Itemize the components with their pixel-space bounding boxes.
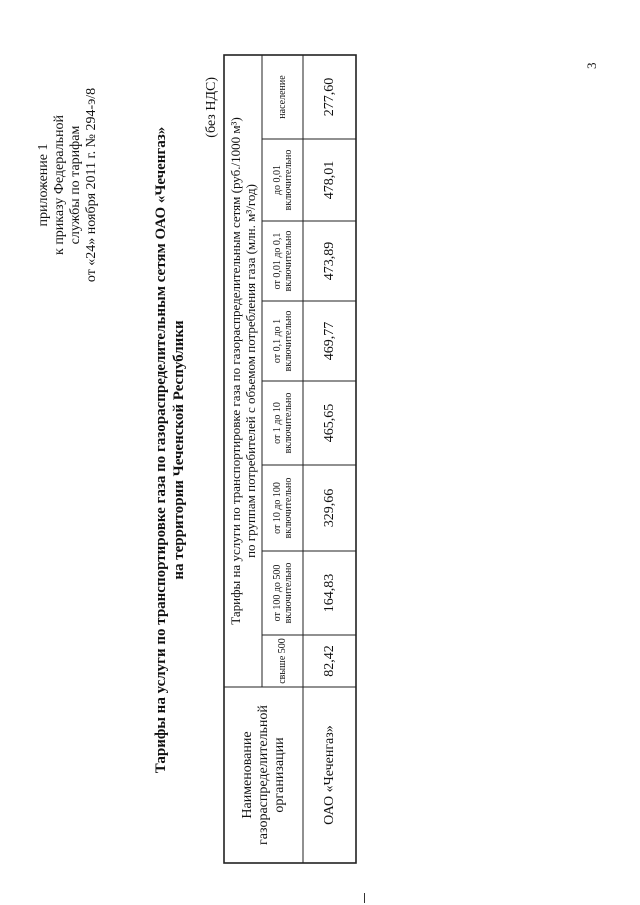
value-7: 277,60	[321, 77, 337, 117]
vat-note: (без НДС)	[204, 77, 219, 138]
org-name: ОАО «Чеченгаз»	[321, 725, 337, 825]
group-label-4: от 0,1 до 1 включительно	[271, 310, 294, 372]
group-header-2	[264, 467, 301, 549]
table-cell-value-7	[305, 57, 354, 137]
org-header-text: Наименование газораспределительной организации	[239, 705, 287, 845]
appendix-line-1: приложение 1	[36, 143, 51, 227]
table-cell-value-0	[305, 637, 354, 685]
value-5: 473,89	[321, 241, 337, 281]
group-header-1	[264, 553, 301, 633]
group-header-7	[264, 57, 301, 137]
group-label-0: свыше 500	[277, 638, 288, 684]
group-header-5	[264, 223, 301, 299]
group-label-6: до 0,01 включительно	[271, 149, 294, 211]
tariff-header-cell	[226, 57, 260, 685]
value-0: 82,42	[321, 645, 337, 677]
title-line-1: Тарифы на услуги по транспортировке газа по газораспределительным сетям ОАО «Чеченгаз»	[153, 126, 169, 774]
value-1: 164,83	[321, 573, 337, 613]
value-2: 329,66	[321, 488, 337, 528]
table-cell-value-6	[305, 141, 354, 219]
table-cell-value-4	[305, 303, 354, 379]
group-header-0	[264, 637, 301, 685]
page-number: 3	[584, 62, 599, 69]
title-line-2: на территории Чеченской Республики	[171, 320, 187, 580]
tariff-header-line-1: Тарифы на услуги по транспортировке газа по газораспределительным сетям (руб./1000 м³)	[228, 117, 243, 625]
value-4: 469,77	[321, 321, 337, 361]
appendix-line-4: от «24» ноября 2011 г. № 294-э/8	[84, 87, 99, 283]
group-label-1: от 100 до 500 включительно	[271, 562, 294, 624]
value-6: 478,01	[321, 160, 337, 200]
group-label-2: от 10 до 100 включительно	[271, 477, 294, 539]
group-header-3	[264, 383, 301, 463]
group-header-4	[264, 303, 301, 379]
table-cell-value-3	[305, 383, 354, 463]
group-label-3: от 1 до 10 включительно	[271, 392, 294, 454]
appendix-line-2: к приказу Федеральной	[52, 115, 67, 255]
group-header-6	[264, 141, 301, 219]
appendix-line-3: службы по тарифам	[68, 125, 83, 245]
org-header-cell	[226, 689, 301, 861]
table-cell-value-5	[305, 223, 354, 299]
table-cell-value-2	[305, 467, 354, 549]
tariff-header-line-2: по группам потребителей с объемом потребления газа (млн. м³/год)	[243, 184, 258, 558]
org-name-cell	[305, 689, 354, 861]
group-label-7: население	[277, 75, 288, 119]
value-3: 465,65	[321, 403, 337, 443]
table-cell-value-1	[305, 553, 354, 633]
group-label-5: от 0,01 до 0,1 включительно	[271, 230, 294, 292]
